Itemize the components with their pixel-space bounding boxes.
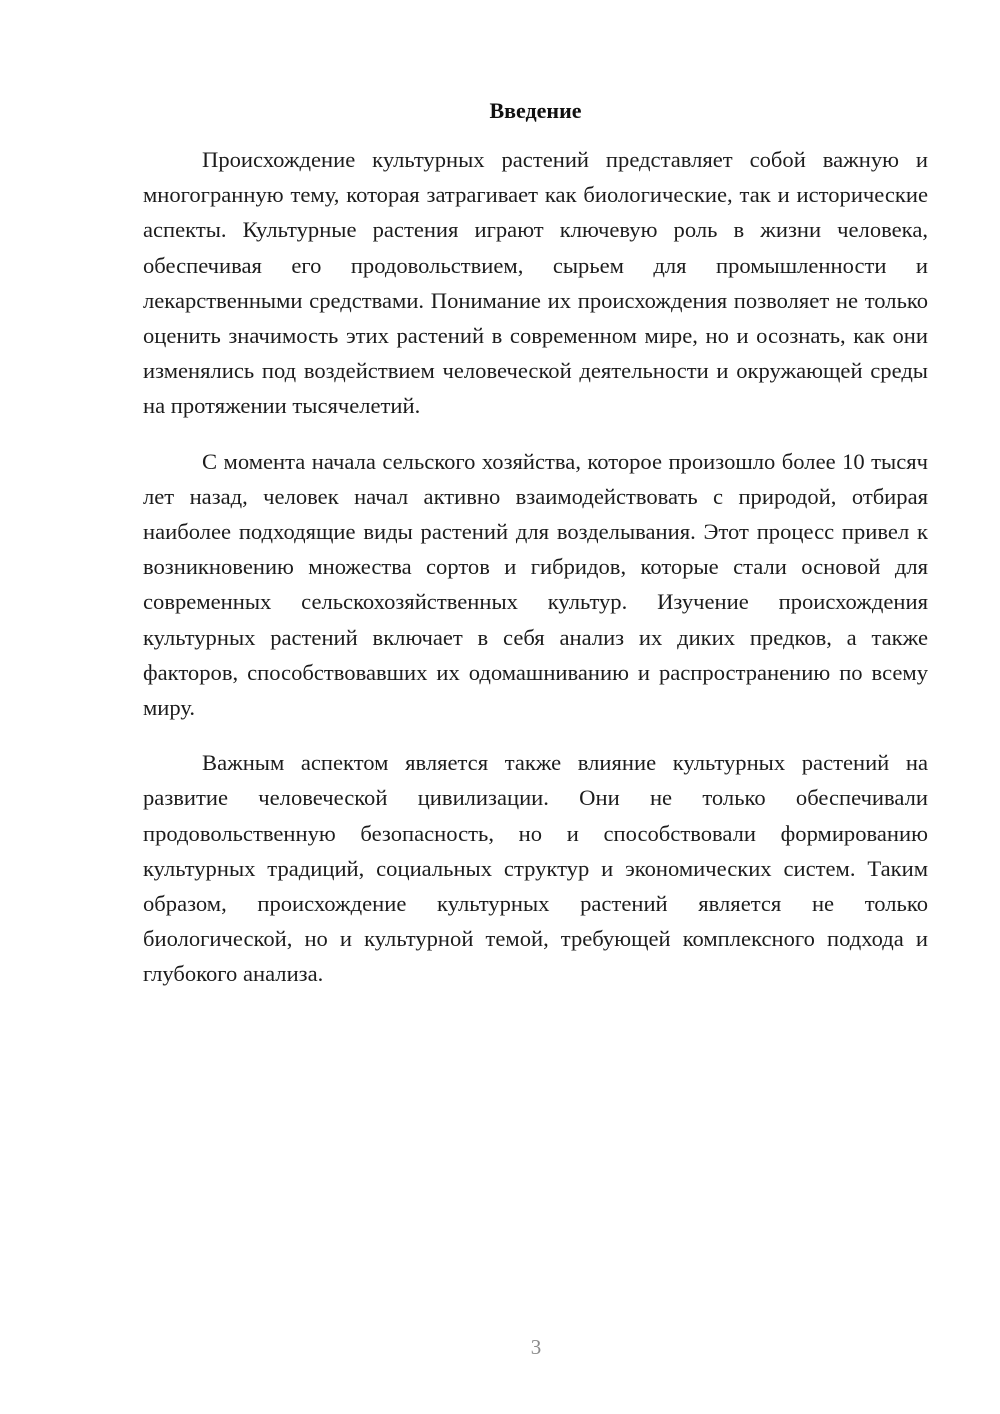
section-title: Введение	[489, 98, 582, 123]
page-number: 3	[530, 1335, 542, 1359]
paragraph-agriculture-history: С момента начала сельского хозяйства, которое произошло более 10 тысяч лет назад, человек начал активно взаимодействовать с природой, отбирая наиболее подходящие виды растений для возделывания. Этот процесс привел к возникновению множества сортов и гибридов, которые стали основой для современных сельскохозяйственных культур. Изучение происхождения культурных растений включает в себя анализ их диких предков, а также факторов, способствовавших их одомашниванию и распространению по всему миру.	[143, 448, 928, 721]
paragraph-origin-importance: Происхождение культурных растений представляет собой важную и многогранную тему, которая затрагивает как биологические, так и исторические аспекты. Культурные растения играют ключевую роль в жизни человека, обеспечивая его продовольствием, сырьем для промышленности и лекарственными средствами. Понимание их происхождения позволяет не только оценить значимость этих растений в современном мире, но и осознать, как они изменялись под воздействием человеческой деятельности и окружающей среды на протяжении тысячелетий.	[143, 147, 928, 419]
document-body	[143, 96, 928, 992]
paragraph-civilization-influence: Важным аспектом является также влияние культурных растений на развитие человеческой цивилизации. Они не только обеспечивали продовольственную безопасность, но и способствовали формированию культурных традиций, социальных структур и экономических систем. Таким образом, происхождение культурных растений является не только биологической, но и культурной темой, требующей комплексного подхода и глубокого анализа.	[143, 750, 928, 987]
